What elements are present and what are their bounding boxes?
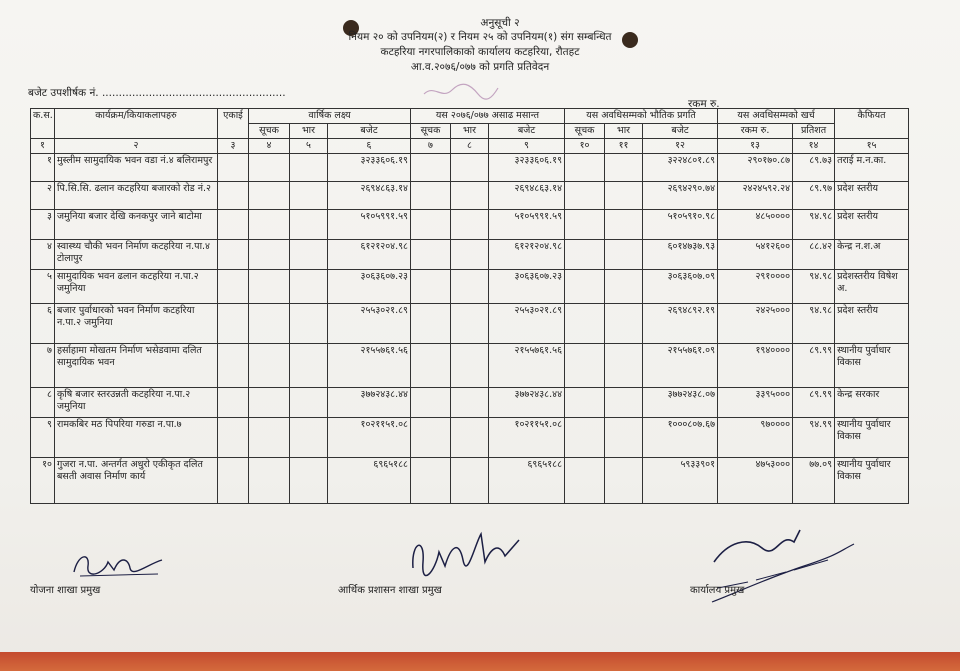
cell-expense-percent: ७७.०९ — [793, 458, 835, 504]
cell-expense-amount: ४८५०००० — [718, 210, 793, 240]
cell-weight — [451, 210, 489, 240]
cell-budget: ५१०५९९१.५९ — [328, 210, 411, 240]
cell-indicator — [565, 240, 605, 270]
cell-unit — [218, 458, 249, 504]
cell-weight — [451, 304, 489, 344]
cell-weight — [451, 344, 489, 388]
cell-activity: रामकबिर मठ पिपरिया गरुडा न.पा.७ — [55, 418, 218, 458]
cell-period-budget: ६९६५१८८ — [489, 458, 565, 504]
cell-weight — [290, 388, 328, 418]
subheader-budget: बजेट — [643, 124, 718, 139]
header-remarks: कैफियत — [835, 109, 909, 139]
cell-expense-percent: ९४.९८ — [793, 270, 835, 304]
cell-indicator — [411, 418, 451, 458]
cell-weight — [290, 344, 328, 388]
cell-weight — [605, 270, 643, 304]
cell-remarks: स्थानीय पुर्वाधार विकास — [835, 418, 909, 458]
cell-budget: ३०६३६०७.२३ — [328, 270, 411, 304]
cell-indicator — [411, 240, 451, 270]
cell-expense-amount: ५४१२६०० — [718, 240, 793, 270]
cell-unit — [218, 154, 249, 182]
cell-indicator — [565, 154, 605, 182]
column-number: ८ — [451, 139, 489, 154]
cell-indicator — [565, 388, 605, 418]
header-physical-progress: यस अवधिसम्मको भौतिक प्रगति — [565, 109, 718, 124]
amount-unit-label: रकम रु. — [688, 98, 720, 110]
cell-remarks: प्रदेश स्तरीय — [835, 210, 909, 240]
header-expenditure: यस अवधिसम्मको खर्च — [718, 109, 835, 124]
cell-indicator — [249, 210, 290, 240]
cell-expense-percent: ८८.४२ — [793, 240, 835, 270]
cell-activity: पि.सि.सि. ढलान कटहरिया बजारको रोड नं.२ — [55, 182, 218, 210]
header-unit: एकाई — [218, 109, 249, 139]
cell-expense-amount: २९१०००० — [718, 270, 793, 304]
cell-weight — [451, 458, 489, 504]
cell-serial: ३ — [31, 210, 55, 240]
cell-unit — [218, 304, 249, 344]
cell-indicator — [411, 154, 451, 182]
cell-budget: १०२११५१.०८ — [328, 418, 411, 458]
cell-expense-amount: ४७५३००० — [718, 458, 793, 504]
cell-weight — [290, 270, 328, 304]
cell-indicator — [249, 458, 290, 504]
cell-weight — [451, 388, 489, 418]
stamp-mark — [420, 80, 500, 102]
cell-expense-amount: १९४०००० — [718, 344, 793, 388]
cell-indicator — [249, 344, 290, 388]
cell-period-budget: ५१०५९९१.५९ — [489, 210, 565, 240]
cell-weight — [290, 182, 328, 210]
cell-weight — [290, 304, 328, 344]
cell-remarks: प्रदेश स्तरीय — [835, 304, 909, 344]
column-number: ७ — [411, 139, 451, 154]
subheader-budget: बजेट — [489, 124, 565, 139]
office-name: कटहरिया नगरपालिकाको कार्यालय कटहरिया, रौतहट — [380, 46, 580, 58]
header-period-target: यस २०७६/०७७ असाढ मसान्त — [411, 109, 565, 124]
subheader-indicator: सूचक — [411, 124, 451, 139]
header-activity: कार्यक्रम/कियाकलापहरु — [55, 109, 218, 139]
cell-indicator — [411, 388, 451, 418]
cell-indicator — [411, 304, 451, 344]
column-number: १५ — [835, 139, 909, 154]
cell-progress-budget: ५९३३९०१ — [643, 458, 718, 504]
cell-weight — [605, 154, 643, 182]
cell-period-budget: ३७७२४३८.४४ — [489, 388, 565, 418]
cell-remarks: केन्द्र न.श.अ — [835, 240, 909, 270]
cell-indicator — [411, 458, 451, 504]
table-body — [31, 154, 909, 504]
cell-expense-amount: ३३९५००० — [718, 388, 793, 418]
cell-indicator — [249, 270, 290, 304]
cell-indicator — [249, 418, 290, 458]
cell-expense-percent: ९४.९८ — [793, 304, 835, 344]
subheader-percent: प्रतिशत — [793, 124, 835, 139]
cell-indicator — [411, 270, 451, 304]
cell-weight — [451, 240, 489, 270]
cell-period-budget: २६९४८६३.१४ — [489, 182, 565, 210]
column-number: ११ — [605, 139, 643, 154]
cell-indicator — [249, 182, 290, 210]
table-row — [31, 344, 909, 388]
cell-serial: १ — [31, 154, 55, 182]
planning-head-label: योजना शाखा प्रमुख — [30, 585, 101, 596]
cell-progress-budget: २१५५७६१.०९ — [643, 344, 718, 388]
annex-title: अनुसूची २ — [480, 17, 520, 29]
cell-unit — [218, 240, 249, 270]
header-annual-target: वार्षिक लक्ष्य — [249, 109, 411, 124]
cell-progress-budget: ६०१४७३७.९३ — [643, 240, 718, 270]
cell-expense-amount: २९०१७०.८७ — [718, 154, 793, 182]
column-number: ५ — [290, 139, 328, 154]
cell-unit — [218, 182, 249, 210]
cell-expense-percent: ८९.९९ — [793, 344, 835, 388]
office-chief-signature — [708, 522, 858, 614]
cell-weight — [605, 458, 643, 504]
subheader-weight: भार — [451, 124, 489, 139]
cell-activity: जमुनिया बजार देखि कनकपुर जाने बाटोमा — [55, 210, 218, 240]
cell-budget: २१५५७६१.५६ — [328, 344, 411, 388]
cell-progress-budget: २६९४२९०.७४ — [643, 182, 718, 210]
cell-weight — [605, 388, 643, 418]
table-row — [31, 388, 909, 418]
cell-weight — [605, 304, 643, 344]
cell-indicator — [565, 304, 605, 344]
cell-indicator — [249, 240, 290, 270]
cell-progress-budget: २६९४८९२.१९ — [643, 304, 718, 344]
cell-serial: ५ — [31, 270, 55, 304]
cell-indicator — [565, 182, 605, 210]
cell-remarks: केन्द्र सरकार — [835, 388, 909, 418]
column-number: ४ — [249, 139, 290, 154]
subheader-budget: बजेट — [328, 124, 411, 139]
cell-weight — [290, 458, 328, 504]
column-number: ६ — [328, 139, 411, 154]
cell-weight — [605, 344, 643, 388]
cell-remarks: प्रदेशस्तरीय विषेश अ. — [835, 270, 909, 304]
cell-weight — [290, 240, 328, 270]
column-number: १२ — [643, 139, 718, 154]
subheader-indicator: सूचक — [565, 124, 605, 139]
rule-reference: नियम २० को उपनियम(२) र नियम २५ को उपनियम(१) संग सम्बन्धित — [348, 31, 612, 43]
cell-indicator — [411, 344, 451, 388]
cell-budget: २५५३०२१.८९ — [328, 304, 411, 344]
cell-indicator — [249, 154, 290, 182]
cell-serial: २ — [31, 182, 55, 210]
cell-indicator — [565, 344, 605, 388]
cell-remarks: स्थानीय पुर्वाधार विकास — [835, 344, 909, 388]
cell-period-budget: २१५५७६१.५६ — [489, 344, 565, 388]
cell-weight — [605, 240, 643, 270]
cell-expense-percent: ८९.७३ — [793, 154, 835, 182]
cell-expense-percent: ८९.९७ — [793, 182, 835, 210]
table-row — [31, 182, 909, 210]
cell-expense-percent: ९४.९८ — [793, 210, 835, 240]
cell-serial: ७ — [31, 344, 55, 388]
cell-activity: सामुदायिक भवन ढलान कटहरिया न.पा.२ जमुनिया — [55, 270, 218, 304]
cell-expense-percent: ९४.९९ — [793, 418, 835, 458]
cell-weight — [290, 418, 328, 458]
progress-table — [30, 108, 909, 504]
cell-period-budget: ३२३३६०६.१९ — [489, 154, 565, 182]
cell-indicator — [565, 270, 605, 304]
column-number: १४ — [793, 139, 835, 154]
cell-weight — [451, 270, 489, 304]
cell-budget: ३७७२४३८.४४ — [328, 388, 411, 418]
finance-head-signature — [405, 522, 525, 584]
cell-weight — [451, 154, 489, 182]
header-serial: क.स. — [31, 109, 55, 139]
cell-budget: २६९४८६३.१४ — [328, 182, 411, 210]
cell-indicator — [565, 458, 605, 504]
table-row — [31, 270, 909, 304]
cell-expense-percent: ८९.९९ — [793, 388, 835, 418]
subheader-weight: भार — [605, 124, 643, 139]
subheader-amount: रकम रु. — [718, 124, 793, 139]
cell-weight — [605, 210, 643, 240]
cell-progress-budget: ३०६३६०७.०९ — [643, 270, 718, 304]
cell-remarks: स्थानीय पुर्वाधार विकास — [835, 458, 909, 504]
cell-unit — [218, 418, 249, 458]
table-row — [31, 304, 909, 344]
cell-remarks: प्रदेश स्तरीय — [835, 182, 909, 210]
cell-serial: ८ — [31, 388, 55, 418]
cell-indicator — [411, 210, 451, 240]
column-number: १० — [565, 139, 605, 154]
cell-weight — [290, 154, 328, 182]
finance-head-label: आर्थिक प्रशासन शाखा प्रमुख — [338, 585, 442, 596]
cell-activity: मुस्लीम सामुदायिक भवन वडा नं.४ बलिरामपुर — [55, 154, 218, 182]
cell-expense-amount: ९७०००० — [718, 418, 793, 458]
cell-indicator — [249, 304, 290, 344]
cell-indicator — [565, 418, 605, 458]
cell-serial: ६ — [31, 304, 55, 344]
cell-serial: १० — [31, 458, 55, 504]
cell-activity: बजार पुर्वाधारको भवन निर्माण कटहरिया न.पा.२ जमुनिया — [55, 304, 218, 344]
cell-period-budget: ३०६३६०७.२३ — [489, 270, 565, 304]
cell-weight — [451, 418, 489, 458]
cell-progress-budget: १०००८०७.६७ — [643, 418, 718, 458]
cell-unit — [218, 210, 249, 240]
cell-indicator — [565, 210, 605, 240]
subheader-indicator: सूचक — [249, 124, 290, 139]
column-number: ३ — [218, 139, 249, 154]
cell-remarks: तराई म.न.का. — [835, 154, 909, 182]
office-chief-label: कार्यालय प्रमुख — [690, 585, 745, 596]
cell-weight — [605, 182, 643, 210]
cell-expense-amount: २४२५००० — [718, 304, 793, 344]
table-row — [31, 154, 909, 182]
report-title: आ.व.२०७६/०७७ को प्रगति प्रतिवेदन — [410, 61, 550, 73]
column-number: १३ — [718, 139, 793, 154]
column-number: ९ — [489, 139, 565, 154]
table-surface-edge — [0, 652, 960, 671]
cell-unit — [218, 388, 249, 418]
cell-budget: ६९६५१८८ — [328, 458, 411, 504]
cell-weight — [290, 210, 328, 240]
table-row — [31, 240, 909, 270]
cell-budget: ६१२१२०४.९८ — [328, 240, 411, 270]
cell-progress-budget: ३२२४८०१.८९ — [643, 154, 718, 182]
cell-activity: स्वास्थ्य चौकी भवन निर्माण कटहरिया न.पा.४ टोलापुर — [55, 240, 218, 270]
cell-progress-budget: ५१०५९१०.९८ — [643, 210, 718, 240]
cell-period-budget: २५५३०२१.८९ — [489, 304, 565, 344]
planning-head-signature — [68, 544, 168, 584]
cell-expense-amount: २४२४५९२.२४ — [718, 182, 793, 210]
table-row — [31, 210, 909, 240]
cell-activity: हर्साहामा मोखतम निर्माण भसेडवामा दलित सामुदायिक भवन — [55, 344, 218, 388]
column-number: १ — [31, 139, 55, 154]
cell-progress-budget: ३७७२४३८.०७ — [643, 388, 718, 418]
cell-weight — [605, 418, 643, 458]
cell-serial: ९ — [31, 418, 55, 458]
cell-period-budget: ६१२१२०४.९८ — [489, 240, 565, 270]
cell-activity: गुजरा न.पा. अन्तर्गत अधुरो एकीकृत दलित बसती अवास निर्माण कार्य — [55, 458, 218, 504]
table-row — [31, 418, 909, 458]
cell-indicator — [411, 182, 451, 210]
cell-unit — [218, 270, 249, 304]
column-number-row — [31, 139, 909, 154]
subheader-weight: भार — [290, 124, 328, 139]
cell-weight — [451, 182, 489, 210]
column-number: २ — [55, 139, 218, 154]
cell-period-budget: १०२११५१.०८ — [489, 418, 565, 458]
table-row — [31, 458, 909, 504]
cell-indicator — [249, 388, 290, 418]
cell-serial: ४ — [31, 240, 55, 270]
budget-subheading: बजेट उपशीर्षक नं. ....................................................... — [28, 87, 286, 99]
cell-unit — [218, 344, 249, 388]
cell-budget: ३२३३६०६.१९ — [328, 154, 411, 182]
cell-activity: कृषि बजार स्तरउन्नती कटहरिया न.पा.२ जमुनिया — [55, 388, 218, 418]
